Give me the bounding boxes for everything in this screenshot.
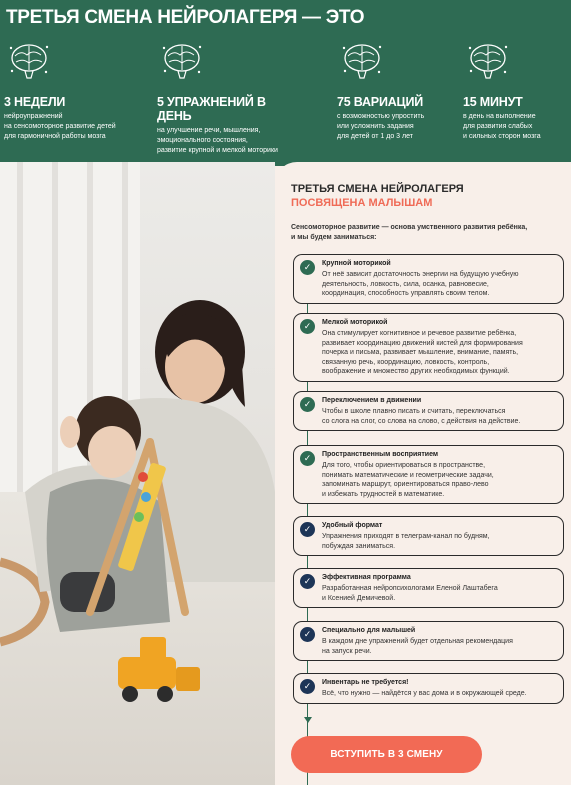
feature-desc: в день на выполнение для развития слабых и сильных сторон мозга — [463, 113, 541, 140]
mother-child-photo — [0, 162, 275, 785]
feature-title: 3 НЕДЕЛИ — [4, 95, 66, 109]
check-icon: ✓ — [300, 627, 315, 642]
brain-icon — [465, 38, 511, 84]
item-desc: Для того, чтобы ориентироваться в пространстве, понимать математические и геометрические задачи, запоминать маршрут, ориентироваться право-лево и избежать трудностей в математике. — [322, 462, 494, 498]
feature-title: 75 ВАРИАЦИЙ — [337, 95, 424, 109]
item-title: Мелкой моторикой — [322, 319, 388, 326]
program-panel — [275, 162, 571, 785]
feature-desc: на улучшение речи, мышления, эмоционального состояния, развитие крупной и мелкой моторики — [157, 127, 278, 154]
feature-weeks — [4, 38, 146, 142]
feature-variations — [337, 38, 479, 142]
panel-heading: ТРЕТЬЯ СМЕНА НЕЙРОЛАГЕРЯ — [291, 183, 464, 195]
feature-exercises — [157, 38, 299, 156]
list-item — [293, 445, 564, 504]
item-desc: Упражнения приходят в телеграм-канал по будням, побуждая заниматься. — [322, 533, 490, 550]
check-icon: ✓ — [300, 260, 315, 275]
join-shift-button[interactable]: ВСТУПИТЬ В 3 СМЕНУ — [291, 736, 482, 773]
check-icon: ✓ — [300, 522, 315, 537]
feature-title: 15 МИНУТ — [463, 95, 523, 109]
brain-icon — [6, 38, 52, 84]
item-title: Эффективная программа — [322, 574, 411, 581]
item-title: Инвентарь не требуется! — [322, 679, 409, 686]
brain-icon — [159, 38, 205, 84]
brain-icon — [339, 38, 385, 84]
item-title: Крупной моторикой — [322, 260, 391, 267]
item-title: Переключением в движении — [322, 397, 422, 404]
banner-title: ТРЕТЬЯ СМЕНА НЕЙРОЛАГЕРЯ — ЭТО — [6, 7, 365, 28]
timeline-arrow-icon — [304, 717, 312, 723]
feature-title: 5 УПРАЖНЕНИЙ В ДЕНЬ — [157, 95, 266, 123]
item-desc: Чтобы в школе плавно писать и считать, переключаться со слога на слог, со слова на слово, с действия на действие. — [322, 408, 521, 425]
list-item — [293, 621, 564, 661]
check-icon: ✓ — [300, 319, 315, 334]
check-icon: ✓ — [300, 574, 315, 589]
check-icon: ✓ — [300, 451, 315, 466]
item-desc: Она стимулирует когнитивное и речевое развитие ребёнка, развивает координацию движений кистей для формирования почерка и письма, развивает мышление, внимание, память, связанную речь, координацию, ловкость, контроль, воображение и множество других необходимых функций. — [322, 330, 523, 375]
list-item — [293, 254, 564, 304]
item-title: Специально для малышей — [322, 627, 416, 634]
list-item — [293, 516, 564, 556]
list-item — [293, 568, 564, 608]
item-desc: В каждом дне упражнений будет отдельная рекомендация на запуск речи. — [322, 638, 513, 655]
photo-illustration — [0, 162, 275, 785]
feature-desc: с возможностью упростить или усложнить задания для детей от 1 до 3 лет — [337, 113, 425, 140]
list-item — [293, 673, 564, 704]
list-item — [293, 391, 564, 431]
check-icon: ✓ — [300, 679, 315, 694]
intro-banner — [0, 0, 571, 166]
item-desc: Всё, что нужно — найдётся у вас дома и в окружающей среде. — [322, 690, 527, 697]
list-item — [293, 313, 564, 382]
panel-subheading: ПОСВЯЩЕНА МАЛЫШАМ — [291, 197, 433, 209]
feature-desc: нейроупражнений на сенсомоторное развитие детей для гармоничной работы мозга — [4, 113, 116, 140]
feature-minutes — [463, 38, 571, 142]
item-desc: Разработанная нейропсихологами Еленой Лаштабега и Ксенией Демичевой. — [322, 585, 498, 602]
item-title: Пространственным восприятием — [322, 451, 439, 458]
item-desc: От неё зависит достаточность энергии на будущую учебную деятельность, ловкость, сила, осанка, равновесие, координация, способность управлять своим телом. — [322, 271, 519, 297]
item-title: Удобный формат — [322, 522, 383, 529]
panel-intro: Сенсомоторное развитие — основа умственного развития ребёнка, и мы будем заниматься: — [291, 224, 528, 241]
check-icon: ✓ — [300, 397, 315, 412]
